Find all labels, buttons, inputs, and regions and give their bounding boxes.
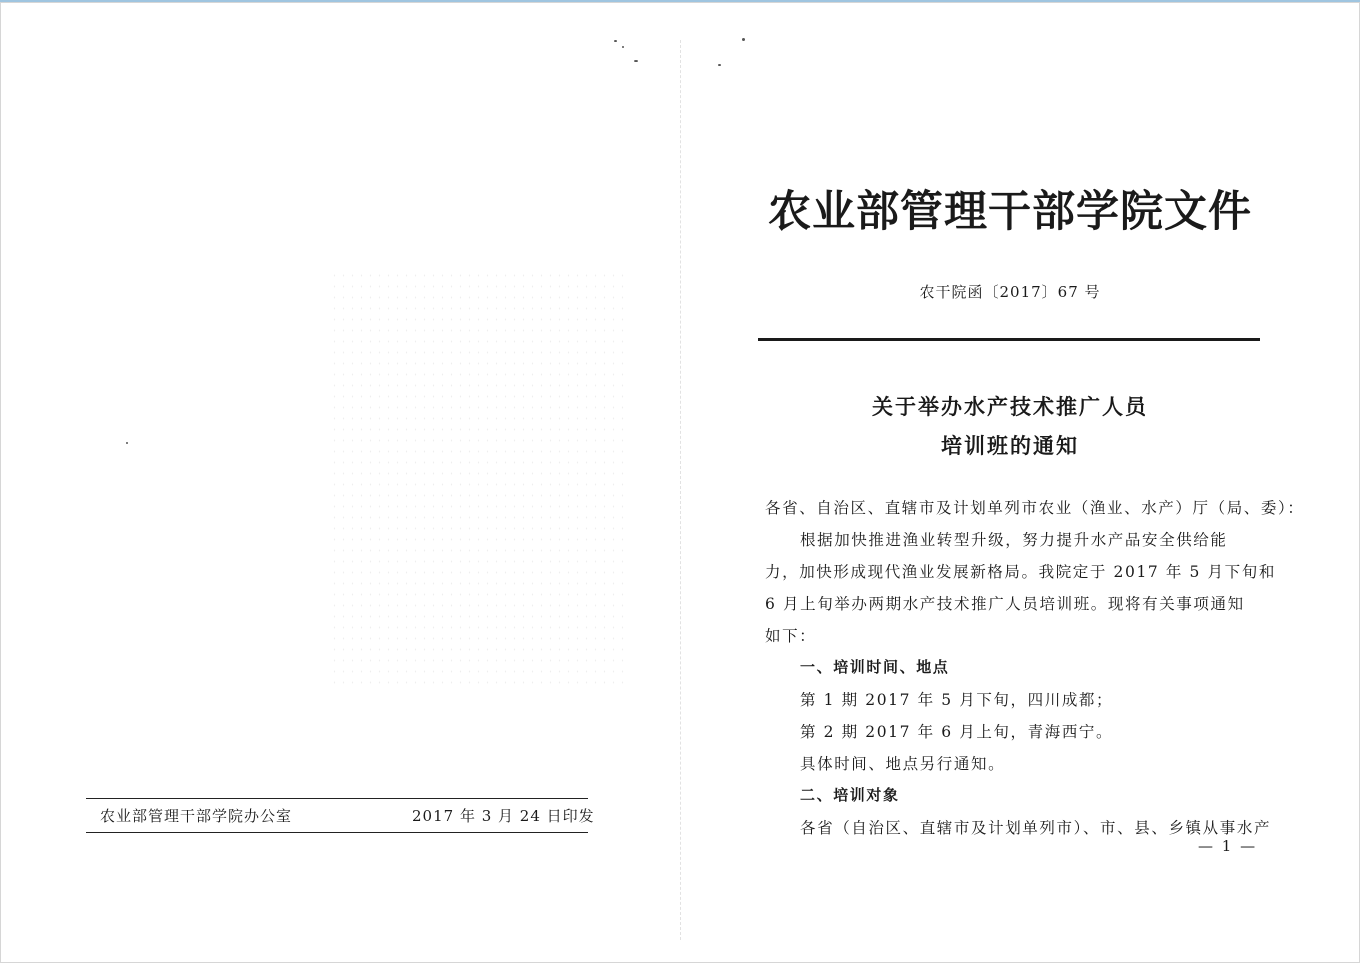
imprint-date: 2017 年 3 月 24 日印发 xyxy=(412,807,595,825)
document-number: 农干院函〔2017〕67 号 xyxy=(919,283,1101,301)
paragraph-line: 根据加快推进渔业转型升级，努力提升水产品安全供给能 xyxy=(800,531,1228,549)
scan-noise xyxy=(330,270,630,690)
title-rule xyxy=(758,338,1260,341)
scan-speck xyxy=(718,64,721,66)
addressee: 各省、自治区、直辖市及计划单列市农业（渔业、水产）厅（局、委）： xyxy=(765,499,1305,517)
imprint-bottom-rule xyxy=(86,832,588,833)
section-1-item: 第 2 期 2017 年 6 月上旬，青海西宁。 xyxy=(800,723,1114,741)
scan-speck xyxy=(126,442,128,444)
scan-speck xyxy=(634,60,638,62)
paragraph-line: 如下： xyxy=(765,627,817,645)
notice-heading-line-2: 培训班的通知 xyxy=(941,433,1079,458)
notice-heading-line-1: 关于举办水产技术推广人员 xyxy=(872,394,1148,419)
section-2-title: 二、培训对象 xyxy=(800,786,900,804)
section-2-first-line: 各省（自治区、直辖市及计划单列市）、市、县、乡镇从事水产 xyxy=(800,819,1272,837)
scan-speck xyxy=(614,40,617,42)
section-1-item: 第 1 期 2017 年 5 月下旬，四川成都； xyxy=(800,691,1114,709)
page-number: — 1 — xyxy=(1198,837,1258,855)
imprint-top-rule xyxy=(86,798,588,799)
page-fold-divider xyxy=(680,40,681,940)
document-title: 农业部管理干部学院文件 xyxy=(768,187,1252,237)
scan-speck xyxy=(622,46,624,48)
paragraph-line: 力，加快形成现代渔业发展新格局。我院定于 2017 年 5 月下旬和 xyxy=(765,563,1276,581)
scan-speck xyxy=(742,38,745,41)
imprint-office: 农业部管理干部学院办公室 xyxy=(100,807,293,825)
paragraph-line: 6 月上旬举办两期水产技术推广人员培训班。现将有关事项通知 xyxy=(765,595,1245,613)
section-1-item: 具体时间、地点另行通知。 xyxy=(800,755,1006,773)
section-1-title: 一、培训时间、地点 xyxy=(800,658,950,676)
